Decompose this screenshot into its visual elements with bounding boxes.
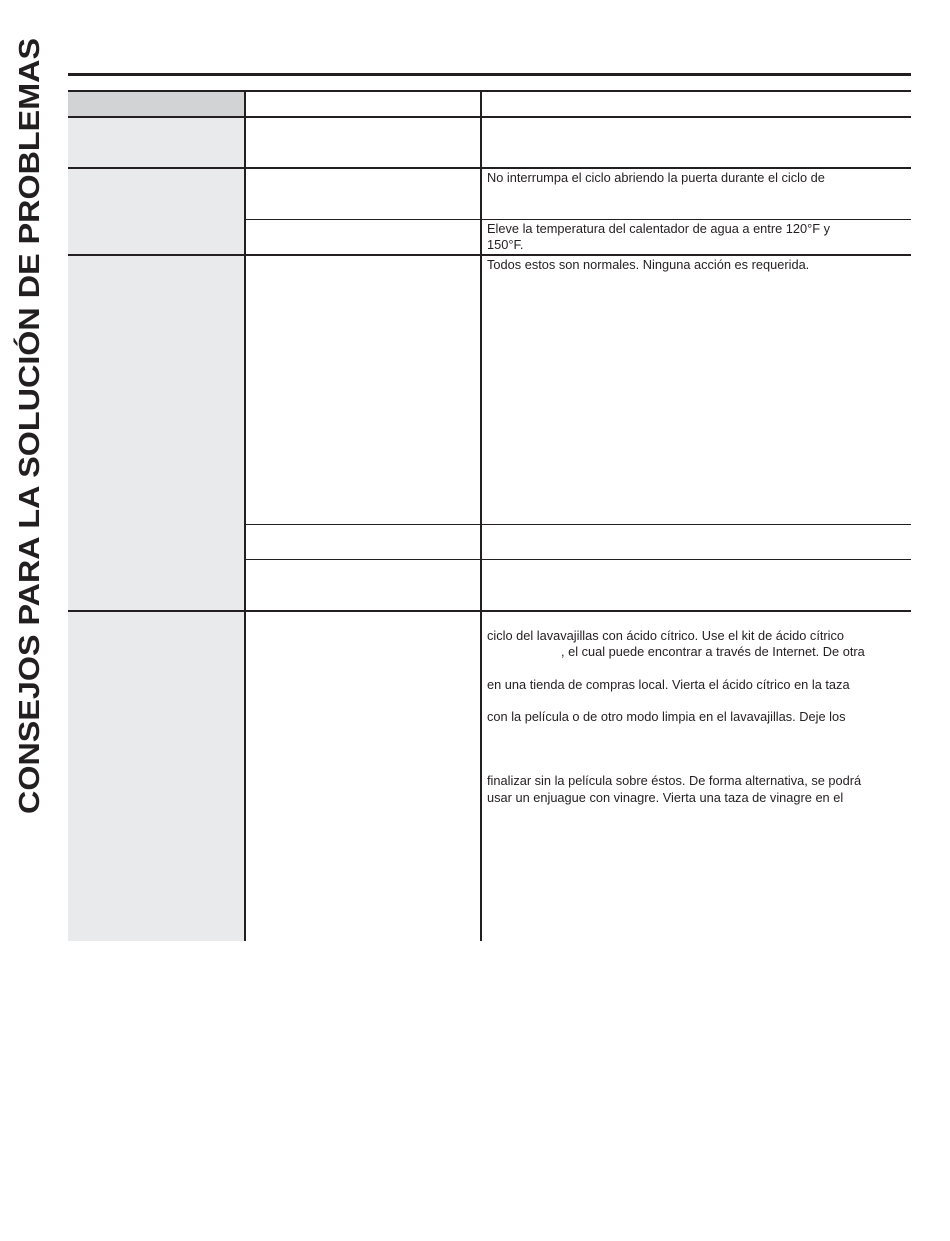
problem-column-shade [68,118,244,941]
row-divider [68,167,911,169]
side-title-text: CONSEJOS PARA LA SOLUCIÓN DE PROBLEMAS [14,129,46,814]
solution-text: Eleve la temperatura del calentador de agua a entre 120°F y [487,221,831,236]
column-divider [480,90,482,941]
solution-text: , el cual puede encontrar a través de Internet. De otra [561,644,865,659]
solution-text: con la película o de otro modo limpia en el lavavajillas. Deje los [487,709,846,724]
row-divider [68,610,911,612]
side-title [10,36,46,816]
solution-text: Todos estos son normales. Ninguna acción es requerida. [487,257,810,272]
solution-text: finalizar sin la película sobre éstos. De forma alternativa, se podrá [487,773,862,788]
solution-text: usar un enjuague con vinagre. Vierta una taza de vinagre en el [487,790,844,805]
table-header-bottom-rule [68,116,911,118]
table-header-shade [68,91,244,116]
solution-text: No interrumpa el ciclo abriendo la puerta durante el ciclo de [487,170,825,185]
sub-row-divider [245,219,911,220]
row-divider [68,254,911,256]
side-title-svg [10,36,46,816]
solution-text: en una tienda de compras local. Vierta el ácido cítrico en la taza [487,677,850,692]
sub-row-divider [245,524,911,525]
solution-text: 150°F. [487,237,524,252]
solution-text: ciclo del lavavajillas con ácido cítrico. Use el kit de ácido cítrico [487,628,845,643]
top-rule [68,73,911,76]
column-divider [244,90,246,941]
sub-row-divider [245,559,911,560]
table-header-top-rule [68,90,911,92]
